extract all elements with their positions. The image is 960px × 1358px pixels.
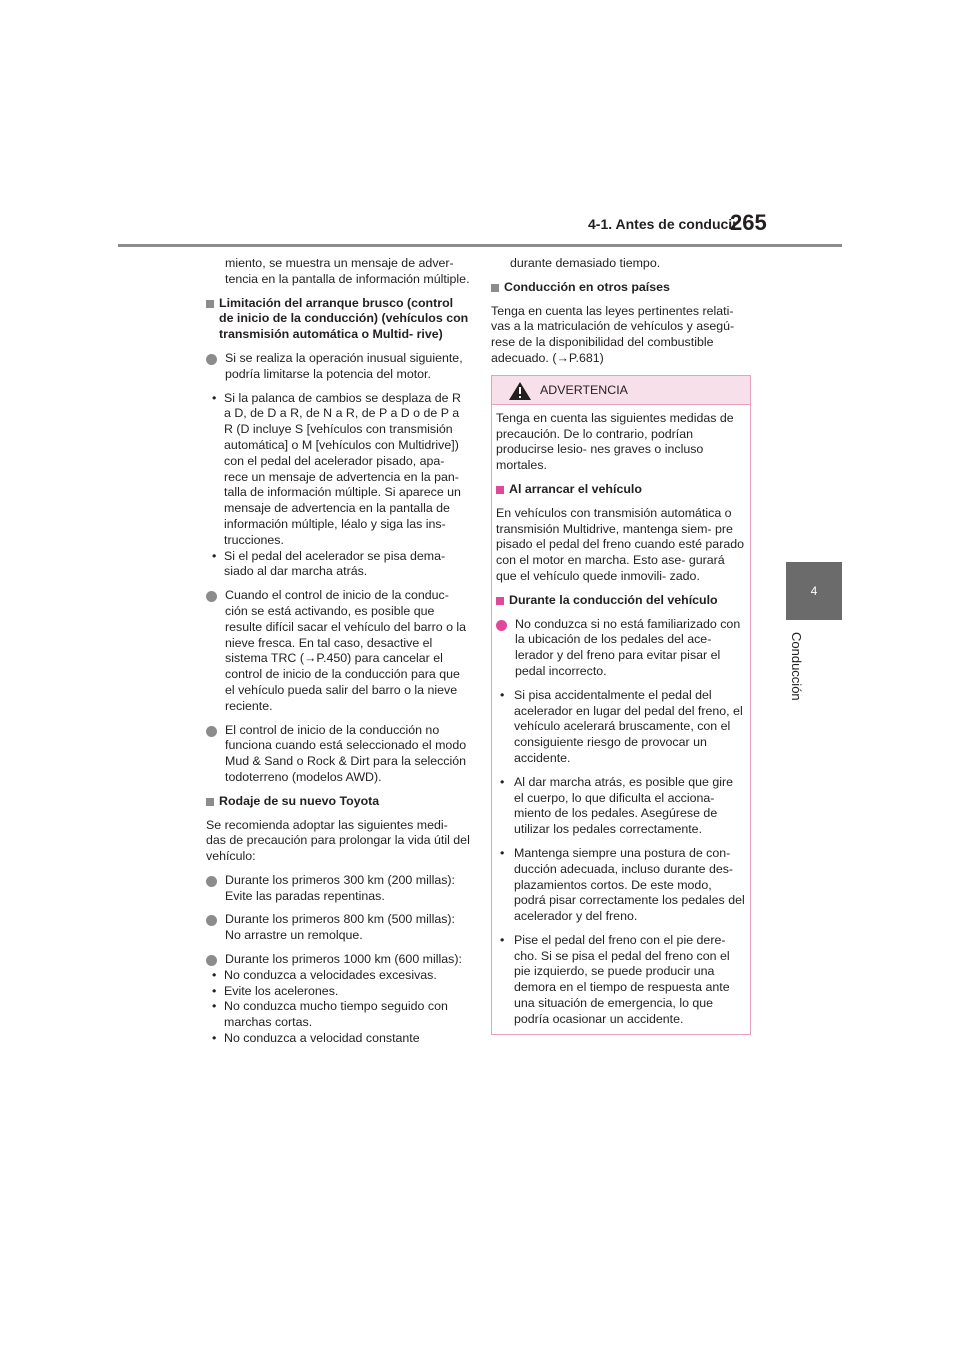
circle-item [496, 617, 746, 680]
right-column [491, 256, 753, 1035]
left-column [206, 256, 470, 1055]
square-bullet-icon [206, 798, 214, 806]
chapter-label: Conducción [789, 632, 804, 701]
continued-text: durante demasiado tiempo. [510, 256, 661, 270]
circle-bullet-icon [206, 915, 217, 926]
list-item: • No conduzca a velocidades excesivas. [212, 967, 437, 982]
paragraph: En vehículos con transmisión automática o transmisión Multidrive, mantenga siem- pre pisado el pedal del freno cuando esté parado con el motor en marcha. Esto ase- gurará que el vehículo quede inmovili- zado. [496, 505, 745, 583]
warning-title: ADVERTENCIA [540, 382, 628, 397]
warning-body [492, 405, 750, 1034]
circle-bullet-icon [206, 354, 217, 365]
list-item: • Si pisa accidentalmente el pedal del acelerador en lugar del pedal del freno, el vehículo acelerará bruscamente, con el consiguiente riesgo de provocar un accidente. [500, 687, 743, 765]
list-item: • Pise el pedal del freno con el pie dere- cho. Si se pisa el pedal del freno con el pie izquierdo, se puede producir una demora en el tiempo de respuesta ante una situación de emergencia, lo que podría ocasionar un accidente. [500, 932, 730, 1026]
item-text: El control de inicio de la conducción no funciona cuando está seleccionado el modo Mud & Sand o Rock & Dirt para la selección todoterreno (modelos AWD). [225, 722, 467, 784]
page-number: 265 [730, 210, 767, 235]
heading-text: Durante la conducción del vehículo [509, 592, 718, 607]
circle-item [206, 351, 470, 383]
list-item: • Mantenga siempre una postura de con- ducción adecuada, incluso durante des- plazamientos cortos. De este modo, podrá pisar correctamente los pedales del acelerador y del freno. [500, 845, 745, 924]
bullet-list [206, 968, 470, 1047]
warning-heading-arrancar [496, 482, 746, 498]
chapter-number: 4 [810, 584, 818, 598]
square-bullet-icon [496, 597, 504, 605]
list-item: • No conduzca mucho tiempo seguido con marchas cortas. [212, 999, 448, 1030]
item-text: Durante los primeros 800 km (500 millas): No arrastre un remolque. [225, 912, 455, 943]
header-section-title: 4-1. Antes de conducir [588, 216, 738, 232]
item-text: No conduzca si no está familiarizado con la ubicación de los pedales del ace- lerador y del freno para evitar pisar el pedal incorrecto. [515, 616, 741, 678]
heading-arranque [206, 296, 470, 343]
paragraph: Tenga en cuenta las leyes pertinentes relati- vas a la matriculación de vehículos y asegú- rese de la disponibilidad del combustible adecuado. (→P.681) [491, 303, 735, 365]
circle-bullet-icon [206, 591, 217, 602]
warning-heading-conduccion [496, 593, 746, 609]
circle-item [206, 723, 470, 786]
heading-text: Conducción en otros países [504, 279, 670, 294]
item-text: Durante los primeros 300 km (200 millas): Evite las paradas repentinas. [225, 872, 455, 903]
warning-intro: Tenga en cuenta las siguientes medidas de precaución. De lo contrario, podrían producirse lesio- nes graves o incluso mortales. [496, 410, 734, 473]
circle-bullet-icon [496, 620, 507, 631]
circle-item [206, 952, 470, 968]
circle-bullet-icon [206, 726, 217, 737]
square-bullet-icon [491, 284, 499, 292]
bullet-list [206, 391, 470, 581]
circle-item [206, 873, 470, 905]
square-bullet-icon [496, 486, 504, 494]
heading-text: Limitación del arranque brusco (control de inicio de la conducción) (vehículos con transmisión automática o Multid- rive) [219, 295, 469, 342]
paragraph: Se recomienda adoptar las siguientes medi- das de precaución para prolongar la vida útil del vehículo: [206, 817, 470, 864]
list-item: • No conduzca a velocidad constante [212, 1031, 420, 1046]
heading-otros-paises [491, 280, 753, 296]
intro-text: miento, se muestra un mensaje de adver- tencia en la pantalla de información múltiple. [225, 256, 470, 286]
circle-item [206, 912, 470, 944]
circle-bullet-icon [206, 955, 217, 966]
square-bullet-icon [206, 300, 214, 308]
circle-bullet-icon [206, 876, 217, 887]
item-text: Durante los primeros 1000 km (600 millas): [225, 952, 462, 967]
warning-header [492, 376, 750, 405]
circle-item [206, 588, 470, 714]
list-item: • Al dar marcha atrás, es posible que gire el cuerpo, lo que dificulta el acciona- miento de los pedales. Asegúrese de utilizar los pedales correctamente. [500, 774, 734, 837]
heading-text: Al arrancar el vehículo [509, 481, 642, 496]
heading-text: Rodaje de su nuevo Toyota [219, 793, 380, 808]
heading-rodaje [206, 794, 470, 810]
warning-triangle-icon [508, 381, 532, 401]
header-rule [118, 244, 842, 247]
warning-box [491, 375, 751, 1035]
chapter-tab[interactable] [786, 562, 842, 620]
list-item: • Si la palanca de cambios se desplaza de R a D, de D a R, de N a R, de P a D o de P a R (D incluye S [vehículos con transmisión automática] o M [vehículos con Multidrive]) con el pedal del acelerador pisado, apa- rece un mensaje de advertencia en la pan- talla de información múltiple. Si aparece un mensaje de advertencia en la pantalla de información múltiple, léalo y siga las ins- trucciones. [212, 390, 461, 547]
item-text: Cuando el control de inicio de la conduc- ción se está activando, es posible que resulte difícil sacar el vehículo del barro o la nieve fresca. En tal caso, desactive el sistema TRC (→P.450) para cancelar el control de inicio de la conducción para que el vehículo pueda salir del barro o la nieve reciente. [225, 588, 467, 713]
item-text: Si se realiza la operación inusual siguiente, podría limitarse la potencia del motor. [225, 350, 463, 381]
list-item: • Si el pedal del acelerador se pisa dema- siado al dar marcha atrás. [212, 548, 446, 579]
list-item: • Evite los acelerones. [212, 983, 339, 998]
